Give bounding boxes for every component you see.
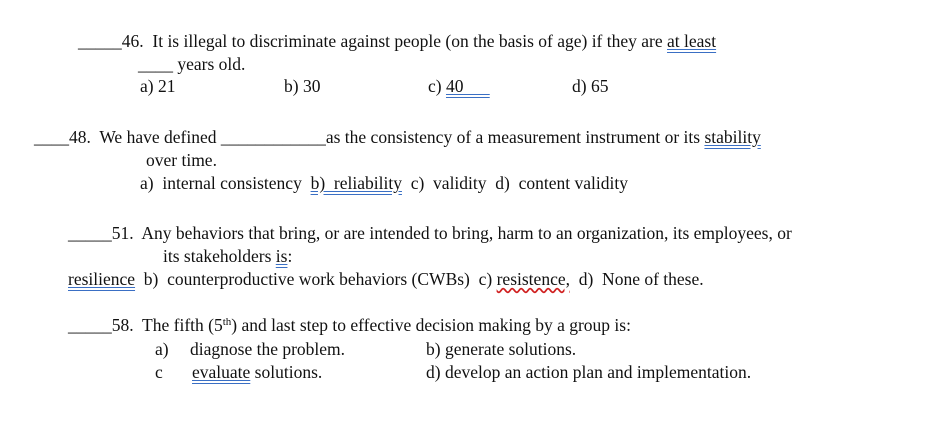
underlined-text: evaluate <box>192 362 251 382</box>
option-d: d) develop an action plan and implementation. <box>426 362 752 382</box>
option-b: b) counterproductive work behaviors (CWBs) c) <box>143 269 497 289</box>
option-a: a) internal consistency <box>140 173 311 193</box>
option-c: c) validity <box>401 173 487 193</box>
answer-blank: _____ <box>68 223 112 243</box>
option-a-label: a) <box>155 339 169 359</box>
option-d: d) None of these. <box>569 269 704 289</box>
option-d: d) content validity <box>486 173 628 193</box>
option-a: a) 21 <box>140 76 176 96</box>
option-b: b) reliability <box>310 173 402 193</box>
option-c: evaluate solutions. <box>192 362 323 382</box>
underlined-text: 40 <box>445 76 464 96</box>
answer-blank: ____ <box>34 127 69 147</box>
question-48-stem: ____48. We have defined ____________as the consistency of a measurement instrument or its stability <box>34 127 761 147</box>
answer-blank: ____ <box>138 54 173 74</box>
option-c: resistence, <box>496 269 570 289</box>
underlined-text: is <box>275 246 288 266</box>
underlined-text: stability <box>704 127 761 147</box>
question-51-stem-cont: its stakeholders is: <box>163 246 293 266</box>
option-a: resilience <box>68 269 136 289</box>
option-c-label: c <box>155 362 163 382</box>
underlined-text: at least <box>667 31 717 51</box>
option-c: c) 40 <box>428 76 464 96</box>
option-d: d) 65 <box>572 76 609 96</box>
option-a: diagnose the problem. <box>190 339 346 359</box>
question-58-stem: _____58. The fifth (5th) and last step to effective decision making by a group is: <box>68 315 631 335</box>
question-number: 46. <box>121 31 144 51</box>
question-number: 58. <box>111 315 134 335</box>
answer-blank: _____ <box>68 315 112 335</box>
superscript: th <box>222 316 232 328</box>
question-48-stem-cont: over time. <box>146 150 217 170</box>
fill-blank: ____________ <box>220 127 326 147</box>
question-51-options <box>68 269 704 289</box>
question-46-stem-cont: ____ years old. <box>138 54 246 74</box>
answer-blank: _____ <box>78 31 122 51</box>
option-b: b) 30 <box>284 76 321 96</box>
question-48-options <box>140 173 628 193</box>
question-51-stem: _____51. Any behaviors that bring, or are intended to bring, harm to an organization, its employees, or <box>68 223 792 243</box>
question-46-stem: _____46. It is illegal to discriminate against people (on the basis of age) if they are at least <box>78 31 717 51</box>
option-b: b) generate solutions. <box>426 339 577 359</box>
question-number: 48. <box>69 127 91 147</box>
question-number: 51. <box>111 223 134 243</box>
